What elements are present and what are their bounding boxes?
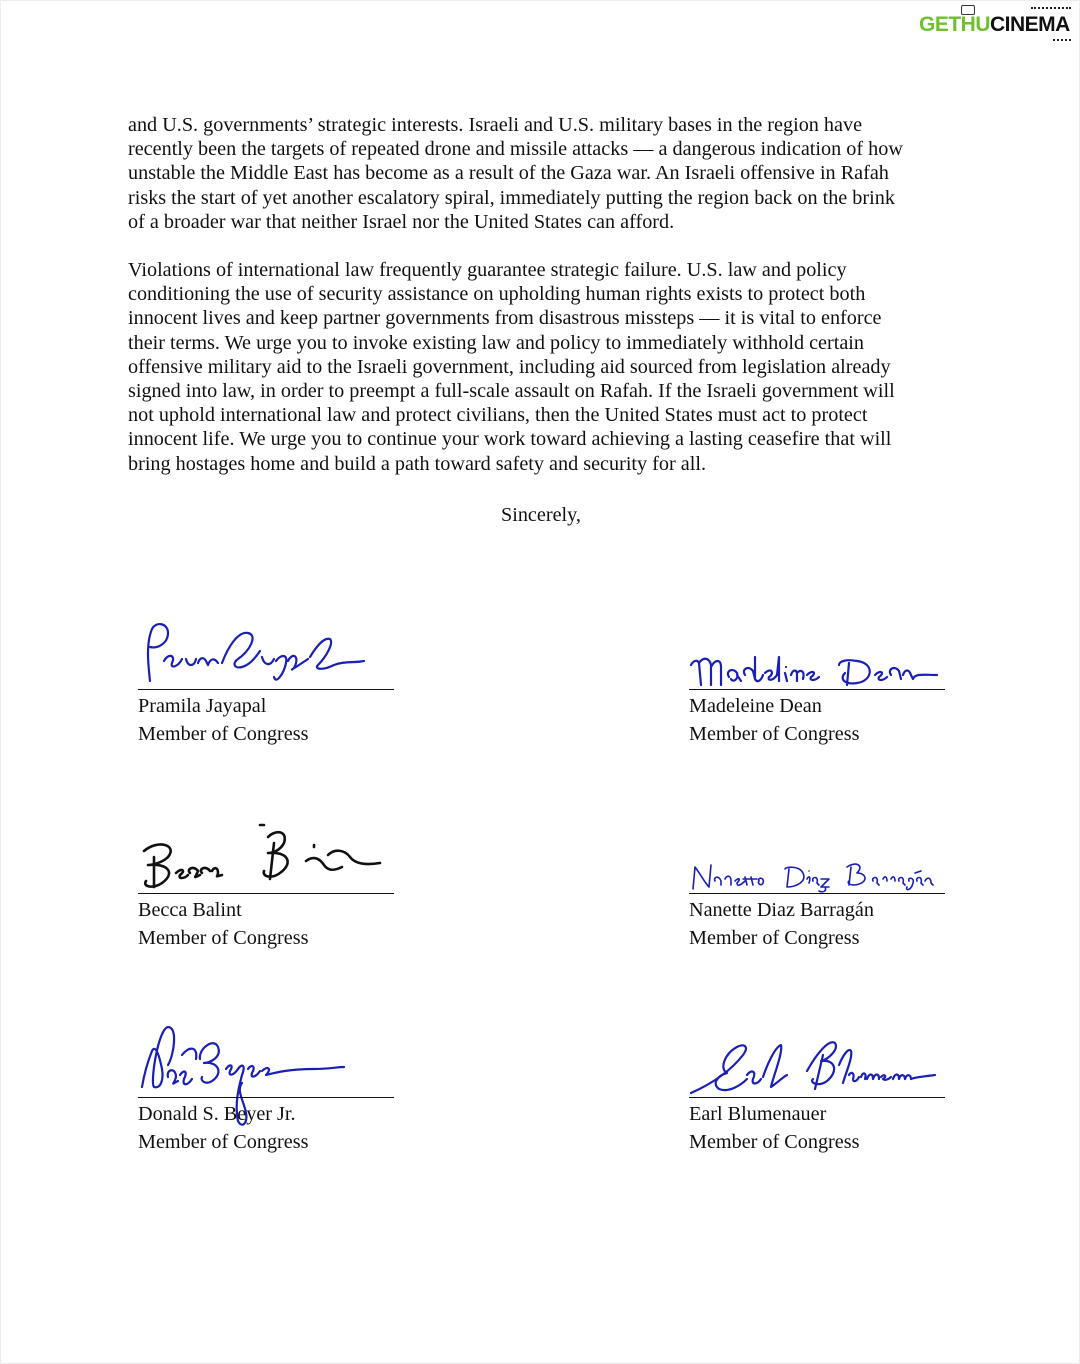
paragraph-line: their terms. We urge you to invoke existing law and policy to immediately withhold certain — [128, 331, 864, 354]
signer-title: Member of Congress — [138, 1131, 309, 1153]
film-strip-icon — [1053, 39, 1071, 45]
paragraph-line: and U.S. governments’ strategic interests. Israeli and U.S. military bases in the region have — [128, 114, 863, 136]
paragraph-line: unstable the Middle East has become as a result of the Gaza war. An Israeli offensive in Rafah — [128, 162, 889, 185]
signer-title: Member of Congress — [689, 1131, 860, 1153]
signature-line — [138, 1097, 394, 1098]
signer-name: Madeleine Dean — [689, 695, 822, 717]
gethu-cinema-watermark — [919, 5, 1075, 45]
paragraph-line: risks the start of yet another escalatory spiral, immediately putting the region back on the brink — [128, 186, 895, 209]
signer-title: Member of Congress — [689, 927, 860, 949]
signer-name: Donald S. Beyer Jr. — [138, 1103, 296, 1125]
signer-title: Member of Congress — [689, 723, 860, 745]
letter-paragraph-2 — [128, 258, 968, 476]
handwritten-signature — [138, 821, 398, 893]
paragraph-line: of a broader war that neither Israel nor the United States can afford. — [128, 210, 675, 233]
paragraph-line: offensive military aid to the Israeli government, including aid sourced from legislation already — [128, 355, 891, 378]
paragraph-line: bring hostages home and build a path toward safety and security for all. — [128, 452, 706, 475]
signature-line — [689, 689, 945, 690]
paragraph-line: recently been the targets of repeated drone and missile attacks — a dangerous indication of how — [128, 138, 903, 161]
paragraph-line: Violations of international law frequently guarantee strategic failure. U.S. law and policy — [128, 259, 847, 281]
signature-line — [138, 689, 394, 690]
signer-name: Nanette Diaz Barragán — [689, 899, 874, 921]
signer-name: Becca Balint — [138, 899, 242, 921]
signature-line — [689, 893, 945, 894]
letter-closing: Sincerely, — [501, 504, 581, 526]
handwritten-signature — [689, 821, 949, 893]
handwritten-signature — [138, 617, 398, 689]
paragraph-line: signed into law, in order to preempt a full-scale assault on Rafah. If the Israeli government will — [128, 380, 895, 403]
signer-name: Earl Blumenauer — [689, 1103, 827, 1125]
watermark-logo-text: GETHUCINEMA — [919, 13, 1070, 36]
signer-title: Member of Congress — [138, 723, 309, 745]
handwritten-signature — [689, 617, 949, 689]
paragraph-line: innocent lives and keep partner governments from disastrous missteps — it is vital to enforce — [128, 307, 882, 330]
signature-line — [689, 1097, 945, 1098]
paragraph-line: not uphold international law and protect civilians, then the United States must act to protect — [128, 404, 868, 427]
letter-paragraph-1 — [128, 113, 968, 234]
handwritten-signature — [689, 1025, 949, 1097]
paragraph-line: conditioning the use of security assistance on upholding human rights exists to protect both — [128, 283, 866, 306]
signer-name: Pramila Jayapal — [138, 695, 267, 717]
paragraph-line: innocent life. We urge you to continue your work toward achieving a lasting ceasefire that will — [128, 428, 892, 451]
signature-line — [138, 893, 394, 894]
signer-title: Member of Congress — [138, 927, 309, 949]
